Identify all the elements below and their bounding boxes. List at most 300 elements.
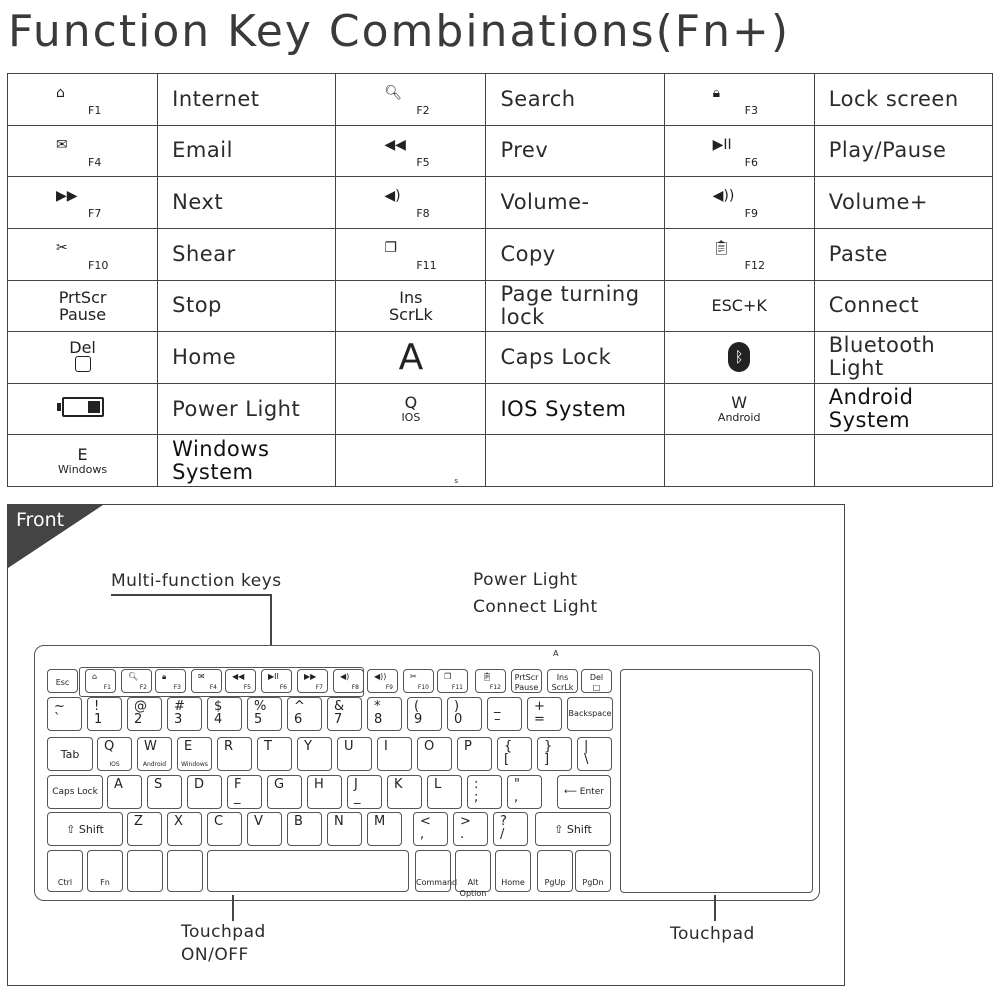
key-sublabel: Windows xyxy=(58,462,108,476)
key-label: F3 xyxy=(744,104,758,117)
function-description: Search xyxy=(486,74,664,126)
key-legend: ^ xyxy=(294,699,305,714)
keyboard-key xyxy=(191,669,222,693)
email-icon: ✉ xyxy=(56,136,68,153)
keyboard-key xyxy=(487,697,522,731)
key-legend: 4 xyxy=(214,712,223,727)
key-label: F5 xyxy=(416,155,430,169)
key-legend: M xyxy=(374,814,386,829)
key-legend: – xyxy=(494,712,501,727)
keyboard-key xyxy=(581,669,612,693)
key-legend: D xyxy=(194,777,205,792)
function-description: Volume- xyxy=(486,177,664,229)
key-legend: F10 xyxy=(417,684,429,691)
keyboard-key xyxy=(537,850,573,892)
key-cell xyxy=(664,332,814,384)
key-cell xyxy=(336,332,486,384)
bluetooth-icon: ᛒ xyxy=(728,342,750,372)
key-legend: ⇧ Shift xyxy=(66,823,104,836)
key-legend: 6 xyxy=(294,712,303,727)
keyboard-key xyxy=(207,812,242,846)
key-cell xyxy=(336,383,486,435)
keyboard-key xyxy=(407,697,442,731)
battery-icon xyxy=(62,397,104,417)
touchpad-area xyxy=(620,669,813,893)
prev-icon: ◀◀ xyxy=(384,136,406,153)
home-icon: ⌂ xyxy=(56,85,65,101)
key-legend: | xyxy=(584,739,589,754)
keyboard-key xyxy=(493,812,528,846)
function-key-table xyxy=(7,73,993,487)
key-label: Pause xyxy=(59,304,107,324)
keyboard-key xyxy=(475,669,506,693)
keyboard-key xyxy=(527,697,562,731)
key-cell xyxy=(8,280,158,332)
keyboard-key xyxy=(455,850,491,898)
keyboard-key xyxy=(575,850,611,892)
key-legend: W xyxy=(144,739,157,754)
table-row xyxy=(8,74,993,126)
key-legend: U xyxy=(344,739,354,754)
keyboard-key xyxy=(337,737,372,771)
key-legend: 0 xyxy=(454,712,463,727)
keyboard-key xyxy=(261,669,292,693)
copy-icon: ❐ xyxy=(384,239,397,256)
keyboard-key xyxy=(537,737,572,771)
key-legend: O xyxy=(424,739,435,754)
keyboard-key xyxy=(47,697,82,731)
keyboard-key xyxy=(147,775,182,809)
keyboard-key xyxy=(217,737,252,771)
stray-mark: s xyxy=(454,477,458,485)
key-legend: " xyxy=(514,777,520,792)
key-cell xyxy=(8,332,158,384)
key-cell xyxy=(336,177,486,229)
key-legend: , xyxy=(420,827,425,842)
keyboard-key xyxy=(85,669,116,693)
power-light-label: Power Light xyxy=(473,570,578,590)
keyboard-key xyxy=(47,850,83,892)
function-description: Caps Lock xyxy=(486,332,664,384)
key-legend: , xyxy=(514,790,519,805)
key-legend: F9 xyxy=(385,684,393,691)
key-legend: 9 xyxy=(414,712,423,727)
keyboard-key xyxy=(47,669,78,693)
table-row xyxy=(8,177,993,229)
key-legend: / xyxy=(500,827,505,842)
touchpad-onoff-label-1: Touchpad xyxy=(181,922,266,942)
key-cell xyxy=(336,280,486,332)
key-legend: F5 xyxy=(243,684,251,691)
function-description: Copy xyxy=(486,228,664,280)
key-legend: F6 xyxy=(279,684,287,691)
key-legend: . xyxy=(460,827,465,842)
volume-down-icon: ◀) xyxy=(384,188,401,205)
key-legend: < xyxy=(420,814,431,829)
keyboard-key xyxy=(367,697,402,731)
keyboard-key xyxy=(567,697,613,731)
keyboard-key xyxy=(107,775,142,809)
keyboard-key xyxy=(187,775,222,809)
key-legend: F12 xyxy=(489,684,501,691)
touchpad-label: Touchpad xyxy=(670,924,755,944)
keyboard-key xyxy=(167,812,202,846)
function-description: Home xyxy=(158,332,336,384)
key-legend: Fn xyxy=(100,878,110,887)
function-description: Power Light xyxy=(158,383,336,435)
key-legend: Del xyxy=(589,673,604,682)
keyboard-key xyxy=(377,737,412,771)
keyboard-key xyxy=(495,850,531,892)
keyboard-key xyxy=(297,737,332,771)
keyboard-key xyxy=(155,669,186,693)
leader-line xyxy=(270,594,272,646)
keyboard-key xyxy=(127,812,162,846)
function-description: Paste xyxy=(814,228,992,280)
key-label: F8 xyxy=(416,207,430,221)
key-legend: S xyxy=(154,777,163,792)
caps-lock-a-icon: A xyxy=(398,336,424,378)
key-legend: 1 xyxy=(94,712,103,727)
key-legend: ⇧ Shift xyxy=(554,823,592,836)
key-cell xyxy=(336,228,486,280)
key-legend: Home xyxy=(501,878,525,887)
key-legend: ⌂ xyxy=(92,672,98,681)
key-cell xyxy=(664,228,814,280)
function-description: Android System xyxy=(814,383,992,435)
key-label: F9 xyxy=(744,207,758,221)
key-cell xyxy=(8,435,158,487)
key-legend: $ xyxy=(214,699,223,714)
key-cell xyxy=(8,125,158,177)
key-label: F2 xyxy=(416,104,430,117)
key-legend: J xyxy=(354,777,358,792)
leader-line xyxy=(714,895,716,921)
key-legend: 7 xyxy=(334,712,343,727)
key-legend: ] xyxy=(544,752,550,767)
key-legend: 🔒︎ xyxy=(162,672,167,681)
function-description: Play/Pause xyxy=(814,125,992,177)
table-row xyxy=(8,332,993,384)
front-label: Front xyxy=(16,509,65,531)
key-legend: X xyxy=(174,814,183,829)
key-legend: F3 xyxy=(173,684,181,691)
key-legend: ◀) xyxy=(340,672,350,681)
leader-line xyxy=(111,594,271,596)
search-icon: 🔍︎ xyxy=(384,85,403,101)
table-row xyxy=(8,228,993,280)
key-legend: 5 xyxy=(254,712,263,727)
key-legend: B xyxy=(294,814,303,829)
function-description: Internet xyxy=(158,74,336,126)
key-legend: ` xyxy=(54,712,61,727)
keyboard-key xyxy=(287,697,322,731)
table-row xyxy=(8,280,993,332)
key-legend: PgUp xyxy=(544,878,566,887)
keyboard-key xyxy=(121,669,152,693)
key-cell xyxy=(664,74,814,126)
key-legend: ⟵ Enter xyxy=(564,787,604,797)
key-label: Del xyxy=(69,337,96,357)
key-legend: % xyxy=(254,699,267,714)
keyboard-key xyxy=(413,812,448,846)
key-legend: P xyxy=(464,739,472,754)
keyboard-key xyxy=(507,775,542,809)
touchpad-onoff-label-2: ON/OFF xyxy=(181,945,249,965)
key-legend: R xyxy=(224,739,234,754)
key-legend: Backspace xyxy=(568,709,612,718)
table-row xyxy=(8,435,993,487)
keyboard-key xyxy=(47,737,93,771)
key-label: Ins xyxy=(399,287,423,307)
keyboard-key xyxy=(547,669,578,693)
keyboard-key xyxy=(497,737,532,771)
lock-icon: 🔒︎ xyxy=(712,85,721,101)
leader-line xyxy=(232,895,234,921)
key-cell xyxy=(664,280,814,332)
keyboard-key xyxy=(47,775,103,809)
key-legend: & xyxy=(334,699,345,714)
key-cell xyxy=(8,177,158,229)
key-legend: F1 xyxy=(103,684,111,691)
key-legend: ? xyxy=(500,814,507,829)
key-legend: * xyxy=(374,699,381,714)
keyboard-key xyxy=(511,669,542,693)
function-description: Stop xyxy=(158,280,336,332)
key-legend: _ xyxy=(234,790,241,805)
key-legend: ) xyxy=(454,699,460,714)
key-legend: F2 xyxy=(139,684,147,691)
key-legend: ScrLk xyxy=(551,683,574,692)
next-icon: ▶▶ xyxy=(56,188,78,205)
key-legend: □ xyxy=(592,683,601,692)
key-legend: F11 xyxy=(451,684,463,691)
keyboard-key xyxy=(347,775,382,809)
key-legend: Android xyxy=(142,761,167,768)
key-label: F12 xyxy=(744,258,765,272)
keyboard-key xyxy=(307,775,342,809)
key-legend: PrtScr xyxy=(514,673,539,682)
key-legend: Q xyxy=(104,739,115,754)
key-legend: > xyxy=(460,814,471,829)
key-label: W xyxy=(731,393,748,413)
key-legend: F xyxy=(234,777,242,792)
function-description: Email xyxy=(158,125,336,177)
key-cell xyxy=(336,435,486,487)
key-cell xyxy=(664,383,814,435)
key-legend: Pause xyxy=(514,683,539,692)
keyboard-key xyxy=(177,737,212,771)
key-legend: Y xyxy=(304,739,312,754)
key-legend: 🔍︎ xyxy=(128,672,139,681)
keyboard-key xyxy=(453,812,488,846)
key-legend: 2 xyxy=(134,712,143,727)
keyboard-key xyxy=(403,669,434,693)
keyboard-key xyxy=(367,812,402,846)
key-legend: = xyxy=(534,712,545,727)
function-description xyxy=(814,435,992,487)
keyboard-key xyxy=(207,697,242,731)
keyboard-key xyxy=(447,697,482,731)
key-legend: # xyxy=(174,699,185,714)
key-sublabel: Android xyxy=(717,411,761,425)
key-legend: Alt Option xyxy=(459,878,487,898)
table-row xyxy=(8,125,993,177)
key-legend: IOS xyxy=(109,761,120,768)
key-legend: + xyxy=(534,699,545,714)
key-label: E xyxy=(77,444,88,464)
keyboard-key xyxy=(467,775,502,809)
keyboard-outline xyxy=(34,645,820,901)
key-legend: Command xyxy=(416,878,458,887)
key-legend: F8 xyxy=(351,684,359,691)
key-legend: L xyxy=(434,777,442,792)
key-legend: ! xyxy=(94,699,100,714)
key-legend: } xyxy=(544,739,553,754)
key-legend: H xyxy=(314,777,324,792)
keyboard-key xyxy=(327,697,362,731)
keyboard-key xyxy=(87,697,122,731)
keyboard-key xyxy=(327,812,362,846)
function-description: Connect xyxy=(814,280,992,332)
cut-icon: ✂ xyxy=(56,239,68,256)
key-legend: ❐ xyxy=(444,672,452,681)
key-legend: 3 xyxy=(174,712,183,727)
key-cell xyxy=(336,74,486,126)
volume-up-icon: ◀)) xyxy=(712,188,735,205)
key-legend: ◀)) xyxy=(374,672,387,681)
function-description: Windows System xyxy=(158,435,336,487)
function-description: Volume+ xyxy=(814,177,992,229)
key-cell xyxy=(8,74,158,126)
key-label: Q xyxy=(404,393,418,413)
function-description: Next xyxy=(158,177,336,229)
key-legend: _ xyxy=(354,790,361,805)
key-label: F4 xyxy=(88,155,102,169)
keyboard-key xyxy=(437,669,468,693)
function-description: Page turning lock xyxy=(486,280,664,332)
keyboard-key xyxy=(207,850,409,892)
key-legend: 📋︎ xyxy=(482,672,493,681)
keyboard-key xyxy=(367,669,398,693)
keyboard-key xyxy=(127,850,163,892)
paste-icon: 📋︎ xyxy=(712,239,731,256)
keyboard-key xyxy=(167,697,202,731)
key-label: ESC+K xyxy=(711,296,767,316)
key-legend: ; xyxy=(474,790,479,805)
key-legend: ✂ xyxy=(410,672,417,681)
key-legend: Caps Lock xyxy=(52,787,98,797)
key-legend: T xyxy=(264,739,272,754)
play-pause-icon: ▶II xyxy=(712,136,732,153)
keyboard-key xyxy=(333,669,364,693)
key-legend: E xyxy=(184,739,193,754)
keyboard-key xyxy=(257,737,292,771)
multi-function-keys-label: Multi-function keys xyxy=(111,571,282,591)
function-description: Shear xyxy=(158,228,336,280)
keyboard-key xyxy=(137,737,172,771)
key-legend: 8 xyxy=(374,712,383,727)
connect-light-label: Connect Light xyxy=(473,597,598,617)
key-cell xyxy=(664,177,814,229)
key-legend: A xyxy=(114,777,123,792)
key-label: F1 xyxy=(88,104,102,117)
keyboard-key xyxy=(287,812,322,846)
key-cell xyxy=(8,228,158,280)
key-sublabel: IOS xyxy=(401,411,421,425)
key-label: ScrLk xyxy=(389,304,433,324)
key-label: F11 xyxy=(416,258,437,272)
keyboard-key xyxy=(297,669,328,693)
key-cell xyxy=(664,435,814,487)
keyboard-key xyxy=(267,775,302,809)
keyboard-key xyxy=(167,850,203,892)
keyboard-key xyxy=(227,775,262,809)
keyboard-front-diagram xyxy=(7,504,845,986)
square-icon xyxy=(75,356,91,372)
key-legend: PgDn xyxy=(582,878,604,887)
key-legend: ( xyxy=(414,699,420,714)
keyboard-key xyxy=(577,737,612,771)
key-cell xyxy=(8,383,158,435)
key-legend: Z xyxy=(134,814,143,829)
key-legend: F7 xyxy=(315,684,323,691)
key-legend: @ xyxy=(134,699,147,714)
key-legend: G xyxy=(274,777,285,792)
keyboard-key xyxy=(127,697,162,731)
key-legend: C xyxy=(214,814,224,829)
keyboard-key xyxy=(247,812,282,846)
keyboard-key xyxy=(47,812,123,846)
function-description: Prev xyxy=(486,125,664,177)
keyboard-key xyxy=(417,737,452,771)
key-legend: : xyxy=(474,777,479,792)
key-legend: K xyxy=(394,777,403,792)
key-label: F7 xyxy=(88,207,102,221)
keyboard-key xyxy=(415,850,458,892)
key-legend: ▶▶ xyxy=(304,672,317,681)
function-description: Bluetooth Light xyxy=(814,332,992,384)
keyboard-key xyxy=(387,775,422,809)
key-legend: Ins xyxy=(556,673,569,682)
key-legend: I xyxy=(384,739,388,754)
key-legend: N xyxy=(334,814,344,829)
key-legend: [ xyxy=(504,752,510,767)
table-row xyxy=(8,383,993,435)
caps-indicator: A xyxy=(553,649,559,658)
key-legend: V xyxy=(254,814,263,829)
key-legend: ~ xyxy=(54,699,65,714)
keyboard-key xyxy=(247,697,282,731)
key-label: F6 xyxy=(744,155,758,169)
function-description: IOS System xyxy=(486,383,664,435)
key-label: PrtScr xyxy=(58,287,107,307)
keyboard-key xyxy=(457,737,492,771)
key-legend: _ xyxy=(494,699,501,714)
keyboard-key xyxy=(427,775,462,809)
keyboard-key xyxy=(225,669,256,693)
page-title: Function Key Combinations(Fn+) xyxy=(8,6,791,57)
keyboard-key xyxy=(87,850,123,892)
keyboard-key xyxy=(97,737,132,771)
key-label: F10 xyxy=(88,258,109,272)
key-legend: Esc xyxy=(55,678,70,687)
function-description: Lock screen xyxy=(814,74,992,126)
key-legend: F4 xyxy=(209,684,217,691)
key-legend: Tab xyxy=(60,748,80,761)
key-legend: ◀◀ xyxy=(232,672,245,681)
key-legend: \ xyxy=(584,752,589,767)
